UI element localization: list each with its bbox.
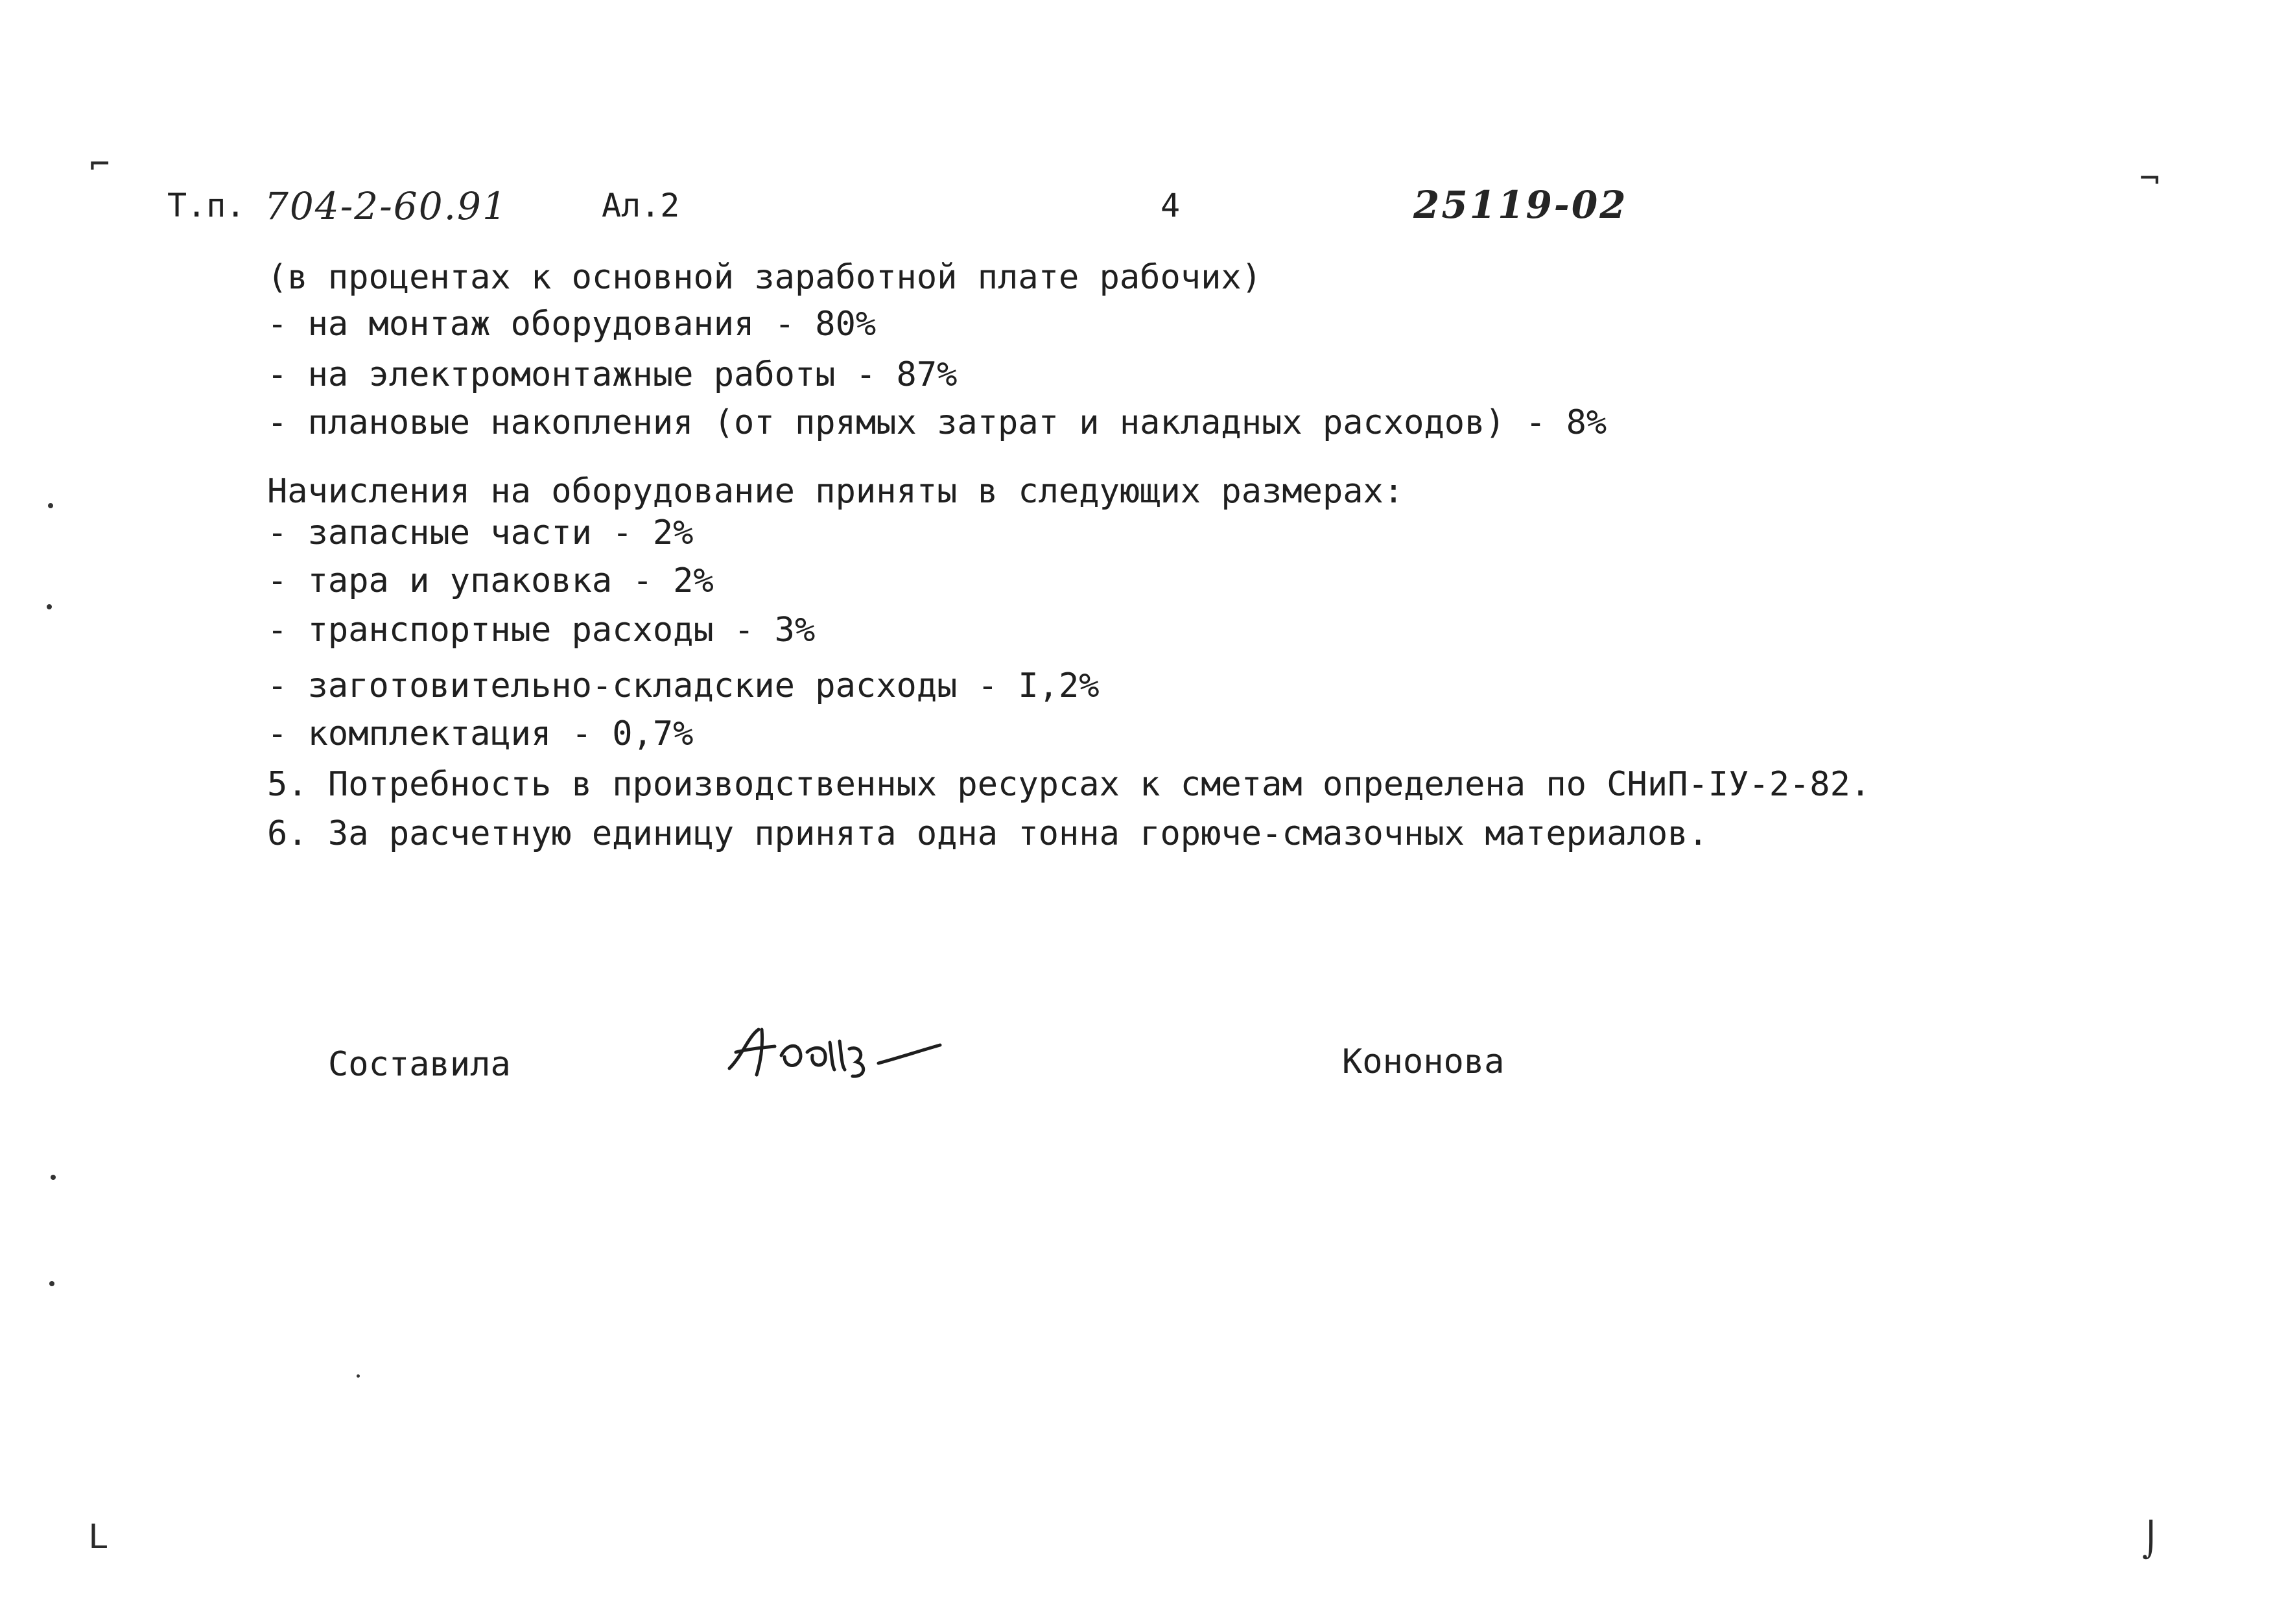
corner-mark-top-left: ⌐ [89, 145, 110, 184]
body-line-pct-note: (в процентах к основной заработной плате рабочих) [267, 258, 1262, 297]
compiled-by-label: Составила [328, 1045, 511, 1084]
album-label: Ал.2 [602, 187, 680, 224]
corner-mark-bottom-left: L [88, 1518, 109, 1557]
body-line-procurement: - заготовительно-складские расходы - I,2% [267, 666, 1100, 705]
body-line-item-6: 6. За расчетную единицу принята одна тонна горюче-смазочных материалов. [267, 814, 1708, 853]
page-number: 4 [1161, 187, 1181, 224]
body-line-item-5: 5. Потребность в производственных ресурсах к сметам определена по СНиП-IУ-2-82. [267, 765, 1871, 804]
scan-speck [51, 1175, 56, 1180]
corner-mark-bottom-right: ⌡ [2141, 1521, 2162, 1560]
signatory-name: Кононова [1342, 1042, 1505, 1081]
scan-speck [357, 1374, 360, 1378]
scan-speck [49, 1281, 54, 1286]
body-line-completion: - комплектация - 0,7% [267, 714, 694, 753]
body-line-transport: - транспортные расходы - 3% [267, 611, 816, 650]
body-line-equipment-install: - на монтаж оборудования - 80% [267, 305, 877, 344]
body-line-packaging: - тара и упаковка - 2% [267, 561, 714, 600]
document-header [0, 0, 2286, 259]
scan-speck [47, 604, 52, 609]
scan-speck [48, 503, 53, 508]
body-line-planned-savings: - плановые накопления (от прямых затрат и накладных расходов) - 8% [267, 403, 1607, 442]
corner-mark-top-right: ¬ [2139, 159, 2160, 198]
tp-label: Т.п. [167, 187, 246, 224]
body-line-electrical-work: - на электромонтажные работы - 87% [267, 355, 958, 394]
body-line-spare-parts: - запасные части - 2% [267, 513, 694, 552]
tp-number: 704-2-60.91 [265, 184, 508, 228]
doc-code: 25119-02 [1413, 183, 1628, 227]
body-line-charges-heading: Начисления на оборудование приняты в следующих размерах: [267, 472, 1404, 511]
handwritten-signature [723, 1017, 969, 1088]
